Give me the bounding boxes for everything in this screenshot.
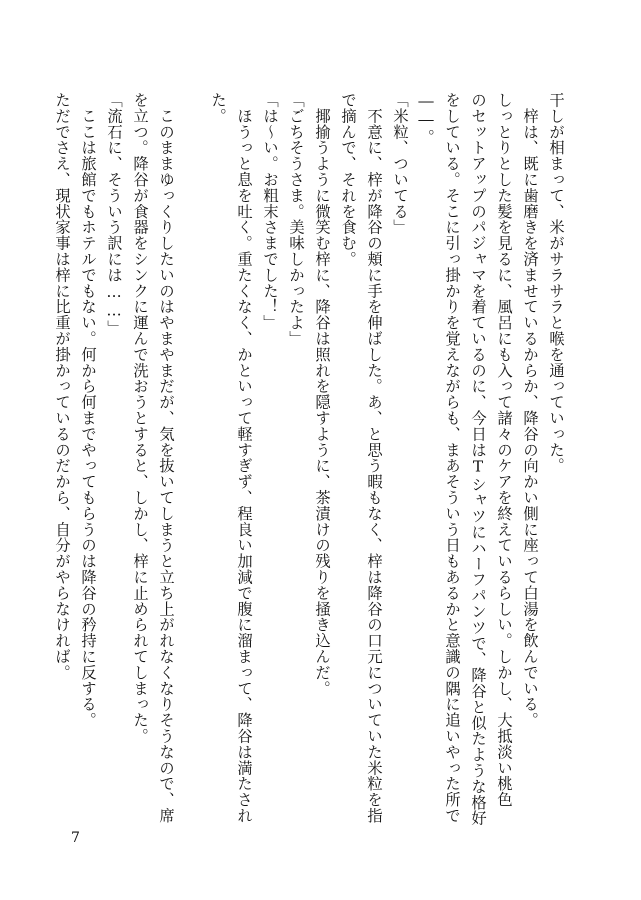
text-line: ただでさえ、現状家事は梓に比重が掛かっているのだから、自分がやらなければ。 [53, 92, 71, 681]
text-line: 揶揄うように微笑む梓に、降谷は照れを隠すように、茶漬けの残りを掻き込んだ。 [313, 92, 331, 697]
text-line: で摘んで、それを食む。 [339, 92, 357, 267]
blank-line [179, 92, 205, 792]
text-line: をしている。そこに引っ掛かりを覚えながらも、まあそういう日もあるかと意識の隅に追いやった所で [443, 92, 461, 824]
text-line: ――。 [417, 92, 435, 146]
text-line: 「流石に、そういう訳には……」 [105, 92, 123, 336]
text-line: のセットアップのパジャマを着ているのに、今日はTシャツにハーフパンツで、降谷と似たような格好 [469, 92, 487, 827]
page-number: 7 [71, 830, 80, 846]
text-line: を立つ。降谷が食器をシンクに運んで洗おうとすると、しかし、梓に止められてしまった。 [131, 92, 149, 744]
text-line: しっとりとした髪を見るに、風呂にも入って諸々のケアを終えているらしい。しかし、大抵淡い桃色 [495, 92, 513, 808]
text-line: このままゆっくりしたいのはやまやまだが、気を抜いてしまうと立ち上がれなくなりそうなので、席 [157, 92, 175, 824]
text-line: ここは旅館でもホテルでもない。何から何までやってもらうのは降谷の矜持に反する。 [79, 92, 97, 728]
text-line: 「ごちそうさま。美味しかったよ」 [287, 92, 305, 347]
text-line: ほうっと息を吐く。重たくなく、かといって軽すぎず、程良い加減で腹に溜まって、降谷は満たされ [235, 92, 253, 824]
text-line: 干しが相まって、米がサラサラと喉を通っていった。 [547, 92, 565, 474]
text-line: 「は～い。お粗末さまでした！」 [261, 92, 279, 331]
text-line: 不意に、梓が降谷の頬に手を伸ばした。あ、と思う暇もなく、梓は降谷の口元についていた米粒を指 [365, 92, 383, 824]
vertical-body-text [53, 92, 569, 827]
text-line: た。 [209, 92, 227, 124]
text-line: 梓は、既に歯磨きを済ませているからか、降谷の向かい側に座って白湯を飲んでいる。 [521, 92, 539, 728]
text-line: 「米粒、ついてる」 [391, 92, 409, 236]
